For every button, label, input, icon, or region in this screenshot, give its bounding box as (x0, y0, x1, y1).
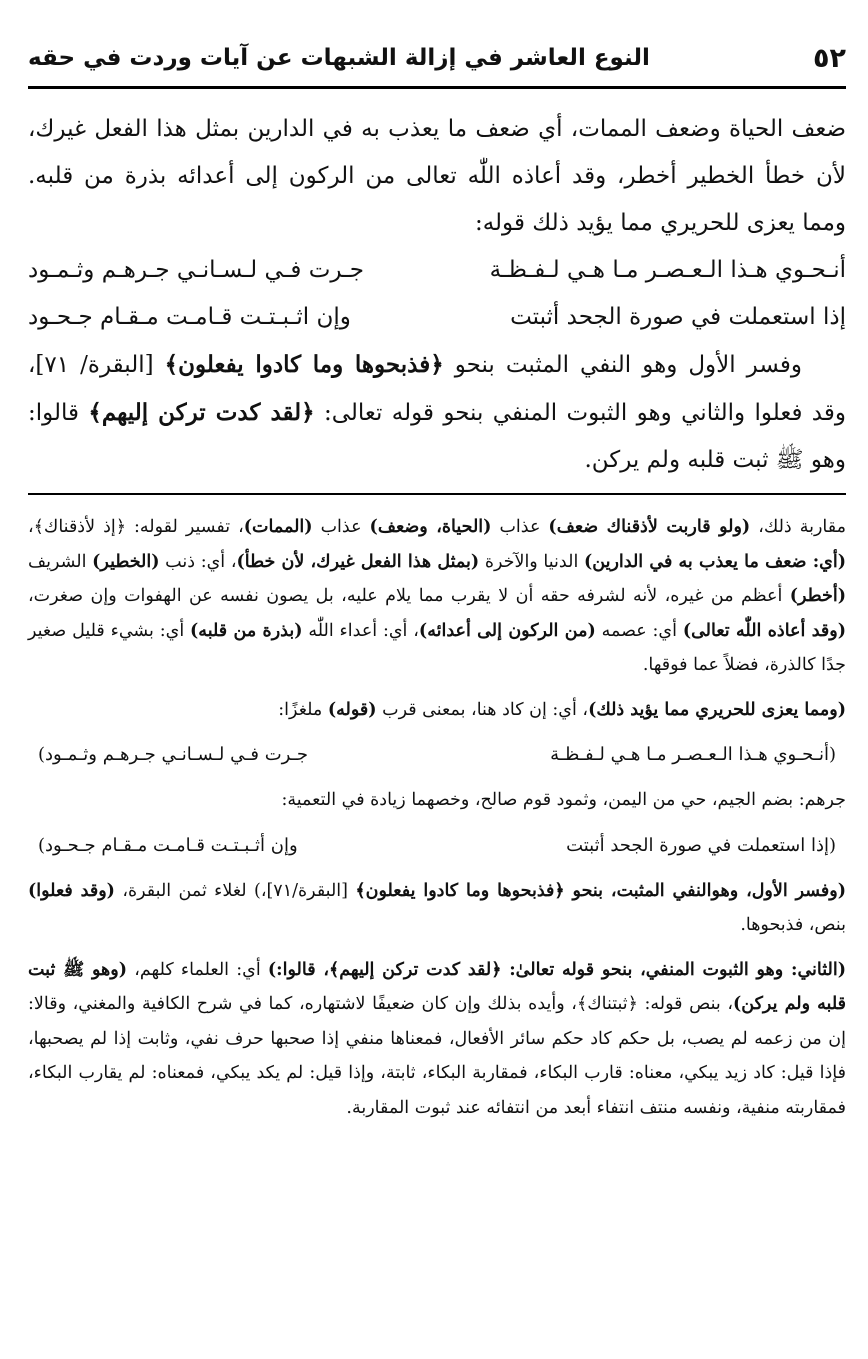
bold-run: (ولو قاربت لأذقناك ضعف) (548, 517, 751, 537)
main-paragraph-2 (28, 341, 846, 484)
bold-run: (أي: ضعف ما يعذب به في الدارين) (583, 551, 847, 572)
text-run: أي: بشيء قليل صغير جدًا كالذرة، فضلاً عما فوقها. (28, 620, 846, 675)
bold-run: (الثاني: وهو الثبوت المنفي، بنحو قوله تعالىٰ: ﴿لقد كدت تركن إليهم﴾، قالوا:) (267, 959, 846, 980)
commentary-paragraph-2 (28, 693, 846, 728)
main-verse-line-2 (28, 294, 846, 341)
text-run: عذاب (491, 517, 549, 537)
bold-run: (وفسر الأول، وهوالنفي المثبت، بنحو ﴿فذبحوها وما كادوا يفعلون﴾ (355, 880, 846, 901)
text-run: ، أي: أعداء اللّٰه (302, 620, 419, 641)
text-run: بنص، فذبحوها. (740, 915, 846, 935)
verse-first-hemistich: إذا استعملت في صورة الجحد أثبتت (510, 304, 846, 330)
bold-run: (بذرة من قلبه) (190, 620, 303, 641)
bold-run: (وهو ﷺ ثبت قلبه ولم يركن) (28, 959, 846, 1014)
bold-run: (ومما يعزى للحريري مما يؤيد ذلك) (588, 699, 846, 720)
text-run: أي: عصمه (595, 620, 683, 641)
commentary-verse-line-1 (28, 727, 846, 783)
bold-run: (من الركون إلى أعدائه) (418, 620, 596, 641)
text-run: الشريف (28, 551, 93, 572)
bold-run: (بمثل هذا الفعل غيرك، لأن خطأ) (236, 551, 480, 572)
text-run: وفسر الأول وهو النفي المثبت بنحو (443, 352, 802, 378)
text-run: ، بنص قوله: ﴿ثبتناك﴾، وأيده بذلك وإن كان ضعيفًا لاشتهاره، كما في شرح الكافية والمغني، وقالا: إن من زعمه لم يصب، بل حكم كاد حكم سائر الأفعال، فمعناها منفي إذا صحبها حرف نفي، وثابت إذا لم يصحبها، فإذا قيل: كاد زيد يبكي، معناه: قارب البكاء، فمقاربة البكاء، ثابتة، وإذا قيل: لم يكد يبكي، فمعناه: لم يقارب البكاء، فمقاربته منفية، ونفسه منتف انتفاء أبعد من انتفائه عند ثبوت المقاربة. (28, 994, 846, 1118)
text-run: ، أي: إن كاد هنا، بمعنى قرب (376, 699, 589, 720)
commentary-paragraph-3: جرهم: بضم الجيم، حي من اليمن، وثمود قوم صالح، وخصهما زيادة في التعمية: (281, 790, 846, 810)
verse-second-hemistich: جـرت فـي لـسـانـي جـرهـم وثـمـود) (38, 744, 308, 765)
commentary-paragraph-4 (28, 874, 846, 943)
text-run: ، تفسير لقوله: ﴿إذ لأذقناك﴾، (28, 517, 244, 537)
commentary-paragraph-1 (28, 510, 846, 683)
verse-first-hemistich: (أنـحـوي هـذا الـعـصـر مـا هـي لـفـظـة (550, 744, 836, 765)
commentary-verse-line-2 (28, 818, 846, 874)
bold-run: (وقد فعلوا) (28, 880, 115, 901)
main-verse-line-1 (28, 247, 846, 294)
text-run: الدنيا والآخرة (479, 551, 584, 572)
text-run: عذاب (312, 517, 370, 537)
verse-first-hemistich: (إذا استعملت في صورة الجحد أثبتت (566, 834, 836, 856)
bold-run: (أخطر) (789, 586, 846, 606)
verse-first-hemistich: أنـحـوي هـذا الـعـصـر مـا هـي لـفـظـة (489, 257, 846, 283)
verse-second-hemistich: وإن اثـبـتـت قـامـت مـقـام جـحـود (28, 304, 351, 330)
bold-run: (الحياة، وضعف) (369, 517, 492, 537)
quran-quote: ﴿فذبحوها وما كادوا يفعلون﴾ (164, 351, 444, 378)
bold-run: (قوله) (327, 699, 377, 720)
text-run: ، أي: ذنب (159, 551, 237, 572)
main-paragraph-1: ضعف الحياة وضعف الممات، أي ضعف ما يعذب به في الدارين بمثل هذا الفعل غيرك، لأن خطأ الخطير أخطر، وقد أعاذه اللّٰه تعالى من الركون إلى أعدائه بذرة من قلبه. ومما يعزى للحريري مما يؤيد ذلك قوله: (28, 116, 846, 236)
verse-second-hemistich: وإن أثـبـتـت قـامـت مـقـام جـحـود) (38, 834, 298, 856)
page-header (28, 30, 846, 89)
main-text (28, 106, 846, 484)
bold-run: (وقد أعاذه اللّٰه تعالى) (682, 620, 846, 641)
commentary-text (28, 510, 846, 1125)
text-run: ملغزًا: (278, 699, 328, 720)
verse-second-hemistich: جـرت فـي لـسـانـي جـرهـم وثـمـود (28, 257, 364, 283)
page-number: ٥٢ (813, 42, 846, 74)
text-run: مقاربة ذلك، (750, 517, 846, 537)
running-title: النوع العاشر في إزالة الشبهات عن آيات وردت في حقه (28, 45, 650, 71)
text-run: [البقرة/٧١]،) لغلاء ثمن البقرة، (114, 880, 356, 901)
text-run: أعظم من غيره، لأنه لشرفه حقه أن لا يقرب مما يلام عليه، بل يصون نفسه عن الهفوات وإن صغرت، (28, 586, 790, 606)
commentary-paragraph-5 (28, 953, 846, 1126)
bold-run: (الخطير) (92, 551, 160, 572)
footnote-divider (28, 493, 846, 495)
quran-quote: ﴿لقد كدت تركن إليهم﴾ (88, 399, 315, 426)
bold-run: (الممات) (243, 517, 313, 537)
text-run: أي: العلماء كلهم، (126, 959, 268, 980)
text-run: قالوا: وهو ﷺ ثبت قلبه ولم يركن. (28, 400, 846, 473)
text-run: [البقرة/ ٧١]، وقد فعلوا والثاني وهو الثبوت المنفي بنحو قوله تعالى: (28, 352, 846, 426)
